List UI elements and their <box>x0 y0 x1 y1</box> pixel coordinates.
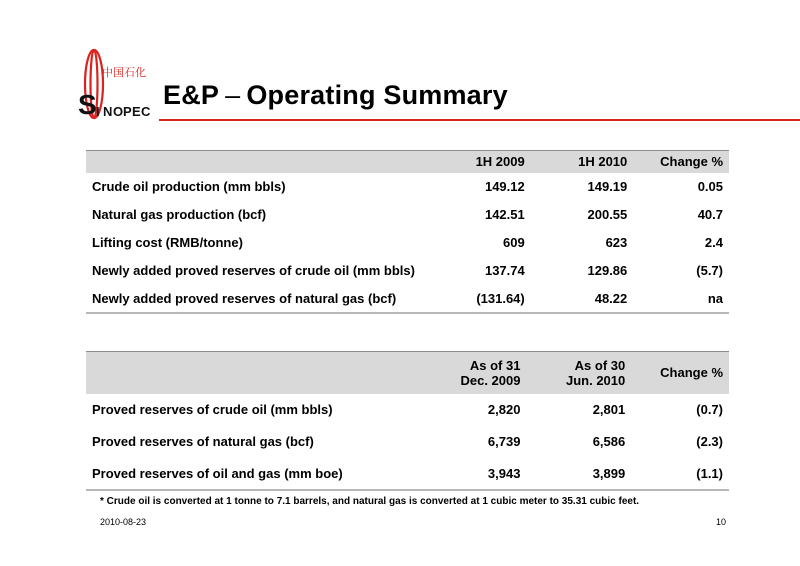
row-value-dec-2009: 2,820 <box>487 402 521 417</box>
row-value-dec-2009: 6,739 <box>487 434 521 449</box>
row-value-1h-2009: 137.74 <box>484 263 525 278</box>
footer-date: 2010-08-23 <box>100 517 147 527</box>
svg-text:N: N <box>103 104 113 119</box>
production-table <box>86 150 729 314</box>
header-line: As of 31 <box>469 357 521 373</box>
row-change: na <box>707 290 723 306</box>
page-number: 10 <box>716 517 727 527</box>
footnote: * Crude oil is converted at 1 tonne to 7.1 barrels, and natural gas is converted at 1 cubic meter to 35.31 cubic feet. <box>100 496 640 507</box>
table-row <box>86 229 729 257</box>
row-label: Newly added proved reserves of crude oil (mm bbls) <box>92 263 415 278</box>
row-value-jun-2010: 6,586 <box>592 434 626 449</box>
row-value-1h-2009: 149.12 <box>484 179 525 194</box>
header-change-pct: Change % <box>633 151 729 173</box>
reserves-table <box>86 351 729 491</box>
row-label: Crude oil production (mm bbls) <box>92 179 286 194</box>
svg-text:C: C <box>141 104 151 119</box>
header-line: Jun. 2010 <box>565 372 626 388</box>
row-change: 40.7 <box>697 207 723 222</box>
row-change: 0.05 <box>697 179 723 194</box>
page-title <box>163 80 508 111</box>
header-as-of-dec-2009 <box>429 352 526 394</box>
row-change: (2.3) <box>696 434 723 449</box>
row-value-dec-2009: 3,943 <box>487 465 521 481</box>
title-main: E&P <box>163 80 220 110</box>
header-line: As of 30 <box>574 357 626 373</box>
table-row <box>86 426 729 458</box>
svg-text:E: E <box>132 104 141 119</box>
row-label: Proved reserves of crude oil (mm bbls) <box>92 402 333 417</box>
table-header-row <box>86 151 729 173</box>
title-dash: – <box>225 80 241 110</box>
row-value-1h-2009: 142.51 <box>484 207 525 222</box>
header-1h-2009: 1H 2009 <box>434 151 531 173</box>
svg-text:I: I <box>96 104 100 119</box>
row-label: Lifting cost (RMB/tonne) <box>92 235 243 250</box>
row-value-jun-2010: 3,899 <box>592 465 626 481</box>
row-value-jun-2010: 2,801 <box>592 402 626 417</box>
row-value-1h-2010: 149.19 <box>587 179 628 194</box>
header-label-cell <box>86 151 434 173</box>
row-change: (1.1) <box>696 465 723 481</box>
header-as-of-jun-2010 <box>526 352 631 394</box>
table-row <box>86 257 729 285</box>
row-change: 2.4 <box>704 235 723 250</box>
header-change-pct: Change % <box>631 352 729 394</box>
table-row <box>86 173 729 201</box>
header-label-cell <box>86 352 429 394</box>
table-row <box>86 458 729 490</box>
row-label: Newly added proved reserves of natural gas (bcf) <box>92 290 397 306</box>
logo-chinese-text: 中国石化 <box>102 66 146 79</box>
svg-text:S: S <box>78 89 97 120</box>
row-change: (5.7) <box>696 263 723 278</box>
sinopec-logo <box>76 46 156 122</box>
row-value-1h-2010: 129.86 <box>587 263 628 278</box>
table-row <box>86 285 729 313</box>
title-rule <box>159 119 800 121</box>
row-value-1h-2009: 609 <box>503 235 525 250</box>
svg-text:P: P <box>123 104 132 119</box>
table-row <box>86 201 729 229</box>
row-value-1h-2010: 200.55 <box>587 207 628 222</box>
row-label: Proved reserves of oil and gas (mm boe) <box>92 465 343 481</box>
table-row <box>86 394 729 426</box>
header-line: Dec. 2009 <box>460 372 521 388</box>
row-change: (0.7) <box>696 402 723 417</box>
header-1h-2010: 1H 2010 <box>531 151 634 173</box>
row-label: Natural gas production (bcf) <box>92 207 267 222</box>
row-label: Proved reserves of natural gas (bcf) <box>92 434 314 449</box>
table-header-row <box>86 352 729 394</box>
title-rest: Operating Summary <box>246 80 508 110</box>
row-value-1h-2009: (131.64) <box>476 290 525 306</box>
row-value-1h-2010: 623 <box>605 235 628 250</box>
row-value-1h-2010: 48.22 <box>594 290 628 306</box>
svg-text:O: O <box>113 104 124 119</box>
